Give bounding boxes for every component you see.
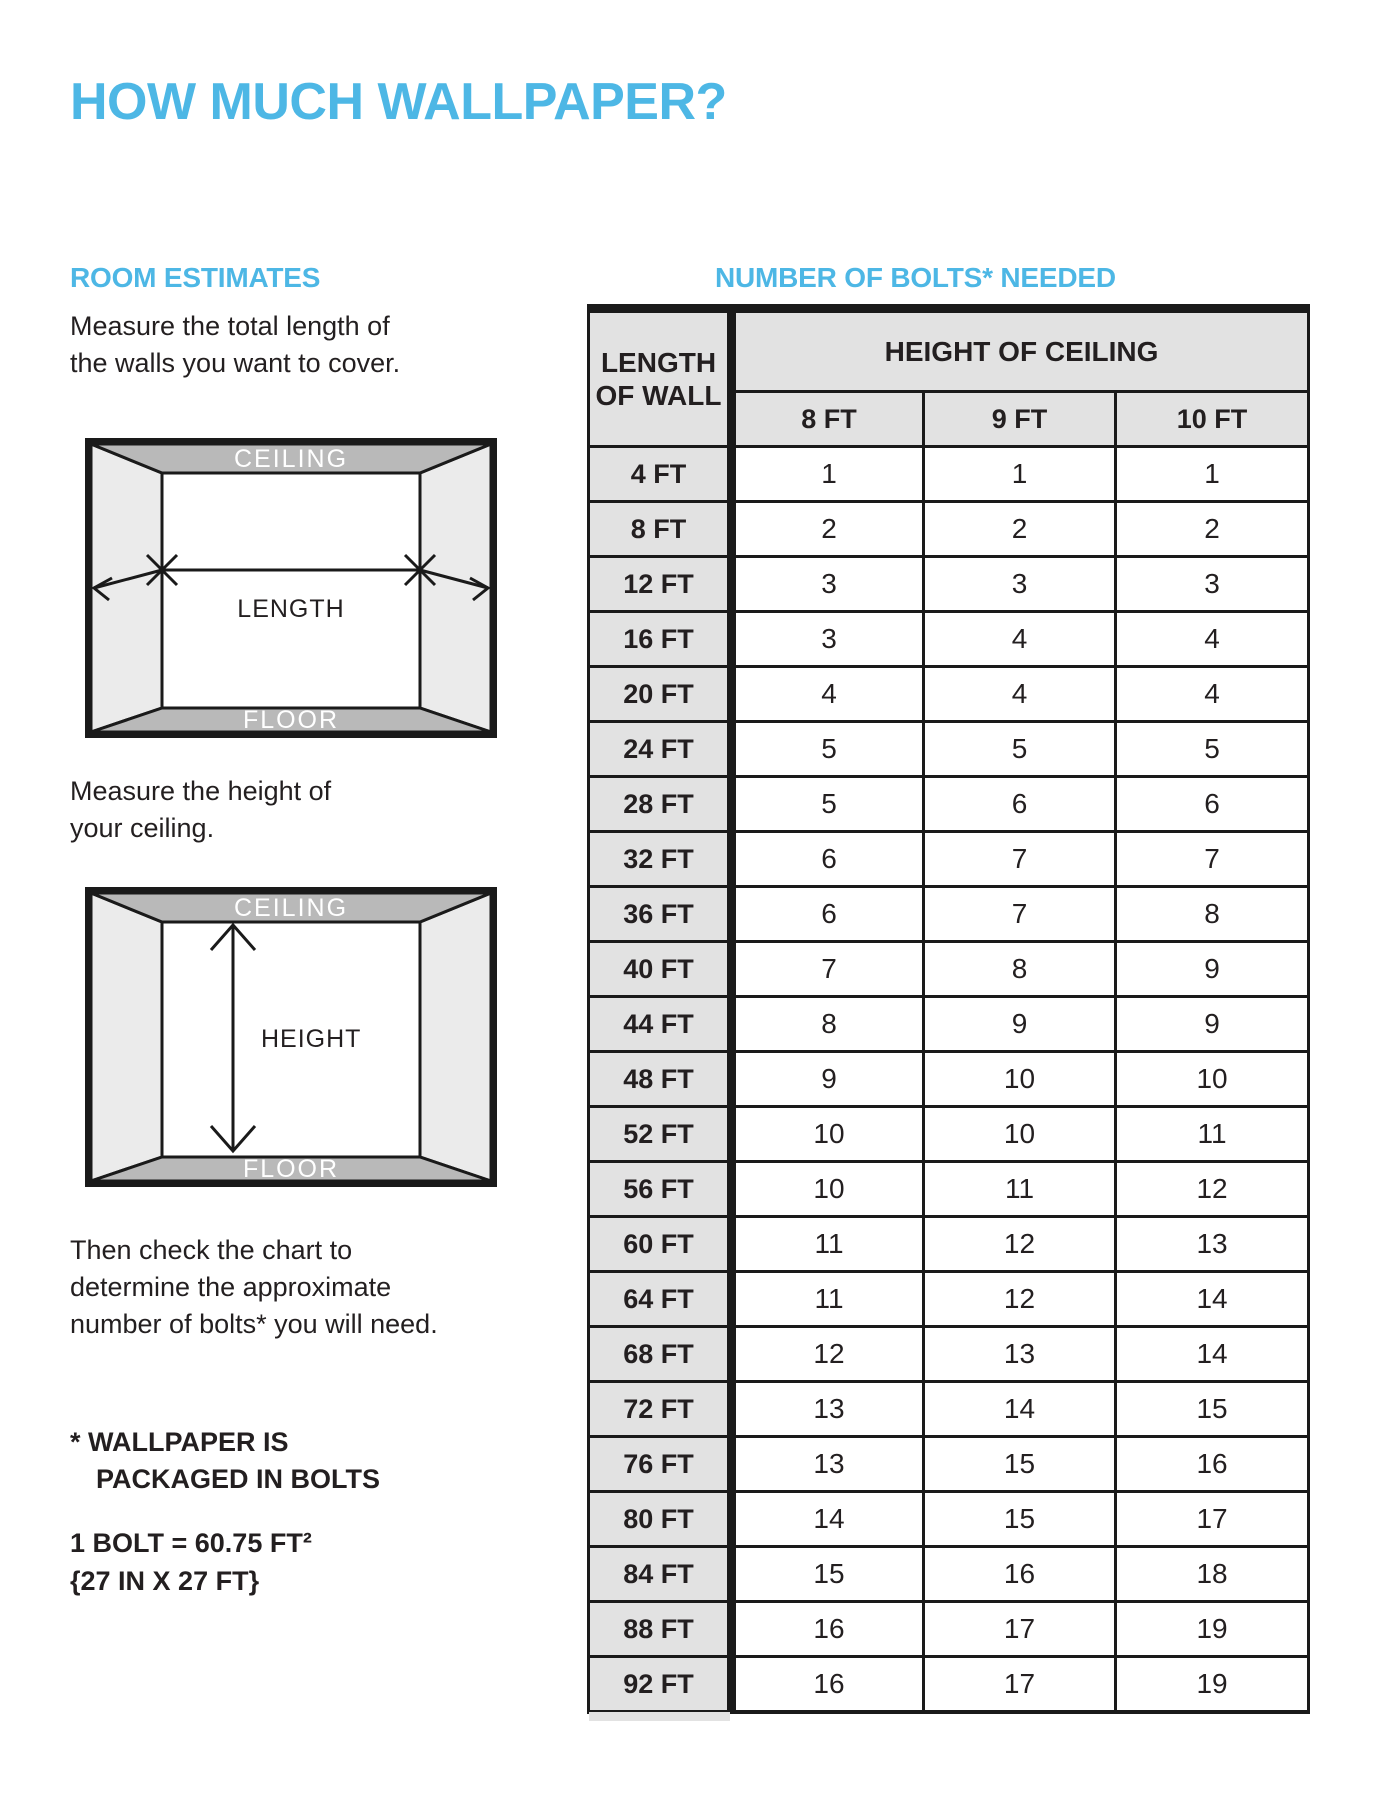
cell-value: 9 <box>1116 942 1309 997</box>
row-label: 8 FT <box>589 502 732 557</box>
cell-value: 10 <box>924 1107 1116 1162</box>
row-label: 80 FT <box>589 1492 732 1547</box>
cell-value: 6 <box>732 887 924 942</box>
table-row <box>589 997 1309 1052</box>
table-row <box>589 502 1309 557</box>
row-label: 28 FT <box>589 777 732 832</box>
row-label: 84 FT <box>589 1547 732 1602</box>
table-row <box>589 1492 1309 1547</box>
ceiling-label: CEILING <box>233 445 349 473</box>
table-row <box>589 1602 1309 1657</box>
row-label: 40 FT <box>589 942 732 997</box>
cell-value: 19 <box>1116 1657 1309 1713</box>
cell-value: 4 <box>1116 612 1309 667</box>
table-row <box>589 1437 1309 1492</box>
table-row <box>589 612 1309 667</box>
cell-value: 12 <box>732 1327 924 1382</box>
table-bottom-gray-strip <box>589 1712 730 1721</box>
room-length-diagram <box>85 438 497 738</box>
cell-value: 8 <box>732 997 924 1052</box>
cell-value: 10 <box>1116 1052 1309 1107</box>
bolts-table <box>587 304 1310 1714</box>
text-line: Then check the chart to <box>70 1235 353 1265</box>
cell-value: 17 <box>1116 1492 1309 1547</box>
text-line: your ceiling. <box>70 813 215 843</box>
cell-value: 3 <box>732 612 924 667</box>
table-row <box>589 1657 1309 1713</box>
cell-value: 12 <box>1116 1162 1309 1217</box>
cell-value: 6 <box>732 832 924 887</box>
row-label: 52 FT <box>589 1107 732 1162</box>
ceiling-label: CEILING <box>233 894 349 922</box>
cell-value: 3 <box>732 557 924 612</box>
cell-value: 9 <box>924 997 1116 1052</box>
row-label: 4 FT <box>589 447 732 502</box>
cell-value: 1 <box>1116 447 1309 502</box>
cell-value: 14 <box>732 1492 924 1547</box>
table-row <box>589 777 1309 832</box>
table-row <box>589 1217 1309 1272</box>
row-label: 20 FT <box>589 667 732 722</box>
col-header-length-of-wall: LENGTH OF WALL <box>589 309 732 447</box>
cell-value: 6 <box>1116 777 1309 832</box>
row-label: 12 FT <box>589 557 732 612</box>
row-label: 44 FT <box>589 997 732 1052</box>
cell-value: 11 <box>732 1217 924 1272</box>
row-label: 64 FT <box>589 1272 732 1327</box>
cell-value: 13 <box>732 1382 924 1437</box>
table-row <box>589 1327 1309 1382</box>
floor-label: FLOOR <box>242 706 340 734</box>
table-row <box>589 722 1309 777</box>
instruction-measure-length <box>70 308 400 382</box>
cell-value: 5 <box>924 722 1116 777</box>
cell-value: 16 <box>1116 1437 1309 1492</box>
cell-value: 13 <box>1116 1217 1309 1272</box>
col-group-header-height-of-ceiling: HEIGHT OF CEILING <box>732 309 1309 392</box>
cell-value: 3 <box>924 557 1116 612</box>
cell-value: 12 <box>924 1272 1116 1327</box>
table-row <box>589 447 1309 502</box>
col-header-9ft: 9 FT <box>924 392 1116 447</box>
text-line: * WALLPAPER IS <box>70 1427 289 1457</box>
cell-value: 16 <box>924 1547 1116 1602</box>
text-line: 1 BOLT = 60.75 FT² <box>70 1528 312 1558</box>
cell-value: 8 <box>924 942 1116 997</box>
cell-value: 11 <box>732 1272 924 1327</box>
cell-value: 2 <box>732 502 924 557</box>
left-wall <box>91 893 162 1181</box>
cell-value: 2 <box>924 502 1116 557</box>
text-line: {27 IN X 27 FT} <box>70 1566 260 1596</box>
length-label: LENGTH <box>237 595 345 623</box>
cell-value: 4 <box>732 667 924 722</box>
cell-value: 5 <box>732 722 924 777</box>
cell-value: 14 <box>1116 1327 1309 1382</box>
text-line: determine the approximate <box>70 1272 392 1302</box>
cell-value: 17 <box>924 1657 1116 1713</box>
text-line: Measure the total length of <box>70 311 390 341</box>
table-header-row <box>589 309 1309 392</box>
cell-value: 18 <box>1116 1547 1309 1602</box>
cell-value: 1 <box>732 447 924 502</box>
cell-value: 7 <box>924 832 1116 887</box>
col-header-8ft: 8 FT <box>732 392 924 447</box>
cell-value: 10 <box>924 1052 1116 1107</box>
cell-value: 8 <box>1116 887 1309 942</box>
row-label: 72 FT <box>589 1382 732 1437</box>
cell-value: 14 <box>1116 1272 1309 1327</box>
text-line: the walls you want to cover. <box>70 348 401 378</box>
cell-value: 14 <box>924 1382 1116 1437</box>
bolt-definition <box>70 1524 312 1600</box>
cell-value: 16 <box>732 1602 924 1657</box>
row-label: 48 FT <box>589 1052 732 1107</box>
cell-value: 7 <box>732 942 924 997</box>
cell-value: 11 <box>1116 1107 1309 1162</box>
bolts-footnote <box>70 1424 516 1498</box>
table-row <box>589 887 1309 942</box>
cell-value: 13 <box>732 1437 924 1492</box>
cell-value: 19 <box>1116 1602 1309 1657</box>
cell-value: 4 <box>924 667 1116 722</box>
row-label: 68 FT <box>589 1327 732 1382</box>
row-label: 60 FT <box>589 1217 732 1272</box>
row-label: 32 FT <box>589 832 732 887</box>
table-row <box>589 942 1309 997</box>
table-row <box>589 557 1309 612</box>
cell-value: 15 <box>924 1437 1116 1492</box>
cell-value: 9 <box>732 1052 924 1107</box>
row-label: 36 FT <box>589 887 732 942</box>
floor-label: FLOOR <box>242 1155 340 1183</box>
table-row <box>589 1547 1309 1602</box>
cell-value: 10 <box>732 1162 924 1217</box>
cell-value: 7 <box>1116 832 1309 887</box>
cell-value: 13 <box>924 1327 1116 1382</box>
room-height-diagram <box>85 887 497 1187</box>
cell-value: 2 <box>1116 502 1309 557</box>
right-wall <box>420 444 491 732</box>
cell-value: 15 <box>924 1492 1116 1547</box>
table-row <box>589 1052 1309 1107</box>
row-label: 88 FT <box>589 1602 732 1657</box>
row-label: 92 FT <box>589 1657 732 1713</box>
row-label: 56 FT <box>589 1162 732 1217</box>
cell-value: 16 <box>732 1657 924 1713</box>
col-header-10ft: 10 FT <box>1116 392 1309 447</box>
cell-value: 3 <box>1116 557 1309 612</box>
back-wall <box>162 473 420 708</box>
instruction-check-chart <box>70 1232 438 1343</box>
row-label: 76 FT <box>589 1437 732 1492</box>
cell-value: 17 <box>924 1602 1116 1657</box>
table-row <box>589 1162 1309 1217</box>
table-row <box>589 832 1309 887</box>
cell-value: 15 <box>732 1547 924 1602</box>
table-row <box>589 1272 1309 1327</box>
cell-value: 1 <box>924 447 1116 502</box>
text-line: number of bolts* you will need. <box>70 1309 438 1339</box>
cell-value: 15 <box>1116 1382 1309 1437</box>
right-wall <box>420 893 491 1181</box>
row-label: 24 FT <box>589 722 732 777</box>
cell-value: 12 <box>924 1217 1116 1272</box>
left-wall <box>91 444 162 732</box>
cell-value: 9 <box>1116 997 1309 1052</box>
bolts-needed-heading: NUMBER OF BOLTS* NEEDED <box>715 262 1116 293</box>
text-line: Measure the height of <box>70 776 332 806</box>
cell-value: 11 <box>924 1162 1116 1217</box>
cell-value: 4 <box>1116 667 1309 722</box>
cell-value: 10 <box>732 1107 924 1162</box>
table-row <box>589 1382 1309 1437</box>
text-line: PACKAGED IN BOLTS <box>96 1464 381 1494</box>
cell-value: 6 <box>924 777 1116 832</box>
cell-value: 7 <box>924 887 1116 942</box>
table-row <box>589 1107 1309 1162</box>
row-label: 16 FT <box>589 612 732 667</box>
room-estimates-heading: ROOM ESTIMATES <box>70 262 321 293</box>
table-row <box>589 667 1309 722</box>
cell-value: 5 <box>732 777 924 832</box>
height-label: HEIGHT <box>261 1025 362 1053</box>
cell-value: 5 <box>1116 722 1309 777</box>
page-title: HOW MUCH WALLPAPER? <box>70 73 727 131</box>
instruction-measure-height <box>70 773 331 847</box>
cell-value: 4 <box>924 612 1116 667</box>
